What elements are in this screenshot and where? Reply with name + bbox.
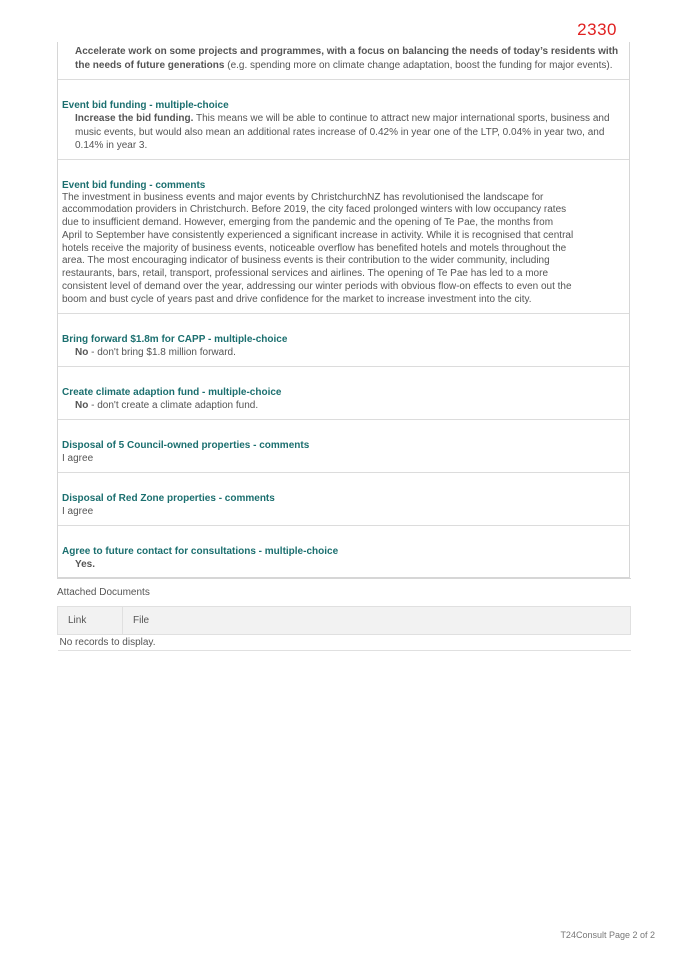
answer-rest: (e.g. spending more on climate change adaptation, boost the funding for major events). (224, 59, 613, 71)
answer-rest: - don't bring $1.8 million forward. (88, 346, 236, 358)
section-capp (58, 314, 629, 367)
answer-bold: No (75, 346, 89, 358)
answer-bold: No (75, 399, 89, 411)
answer-text (62, 558, 625, 571)
question-title: Event bid funding - comments (62, 179, 206, 191)
comment-text: I agree (62, 505, 94, 517)
question-title: Agree to future contact for consultations - multiple-choice (62, 545, 339, 557)
answer-text (62, 112, 625, 153)
question-title: Disposal of 5 Council-owned properties - comments (62, 439, 310, 451)
page-stamp: 2330 (577, 20, 617, 39)
answer-bold: Yes. (75, 558, 96, 570)
answer-text (62, 346, 625, 359)
answer-rest: This means we will be able to continue to attract new major international sports, business and music events, but would also mean an additional rates increase of 0.42% in year one of the LTP, 0.04% in year two, and 0.14% in year 3. (75, 113, 610, 151)
section-priority (58, 42, 629, 80)
comment-line: hotels receive the majority of business events, noticeable overflow has benefited hotels and motels throughout the (62, 242, 567, 254)
table-row (58, 635, 631, 651)
section-climate-fund (58, 367, 629, 420)
answer-rest: - don't create a climate adaption fund. (88, 399, 259, 411)
answer-text (62, 45, 625, 72)
column-header-link[interactable]: Link (58, 607, 123, 635)
section-red-zone (58, 473, 629, 526)
answer-bold: Increase the bid funding. (75, 113, 194, 124)
page-footer: T24Consult Page 2 of 2 (560, 930, 655, 940)
comment-line: The investment in business events and major events by ChristchurchNZ has revolutionised the landscape for (62, 191, 544, 203)
divider (57, 578, 631, 579)
comment-line: boom and bust cycle of years past and drive confidence for the market to increase investment into the city. (62, 293, 532, 305)
question-title: Disposal of Red Zone properties - comments (62, 492, 275, 504)
comment-line: accommodation providers in Christchurch. Before 2019, the city faced prolonged winters with low occupancy rates (62, 204, 567, 216)
comment-text: I agree (62, 452, 94, 464)
submission-panel (57, 42, 630, 579)
comment-line: April to September have consistently experienced a significant increase in activity. While it is recognised that central (62, 229, 574, 241)
column-header-file[interactable]: File (123, 607, 631, 635)
section-future-contact (58, 526, 629, 577)
attachments-table (57, 606, 631, 651)
empty-message: No records to display. (58, 635, 631, 651)
answer-bold: Accelerate work on some projects and programmes, with a focus on balancing the needs of today’s residents with the needs of future generations (75, 46, 619, 71)
comment-line: consistent level of demand over the year, addressing our winter periods with obvious flow-on effects to even out the (62, 281, 572, 293)
question-title: Create climate adaption fund - multiple-choice (62, 386, 282, 398)
table-header-row (58, 607, 631, 635)
comment-text (62, 192, 625, 307)
question-title: Event bid funding - multiple-choice (62, 100, 229, 111)
section-council-properties (58, 420, 629, 473)
section-event-bid-comments (58, 160, 629, 314)
question-title: Bring forward $1.8m for CAPP - multiple-choice (62, 333, 288, 345)
answer-text (62, 399, 625, 412)
section-event-bid-choice (58, 80, 629, 160)
comment-line: restaurants, bars, retail, transport, professional services and airlines. The opening of Te Pae has led to a more (62, 268, 549, 280)
comment-line: due to insufficient demand. However, emerging from the pandemic and the opening of Te Pae, the months from (62, 217, 554, 229)
attached-documents-title: Attached Documents (57, 587, 150, 598)
comment-line: area. The most encouraging indicator of business events is their contribution to the wider community, including (62, 255, 550, 267)
